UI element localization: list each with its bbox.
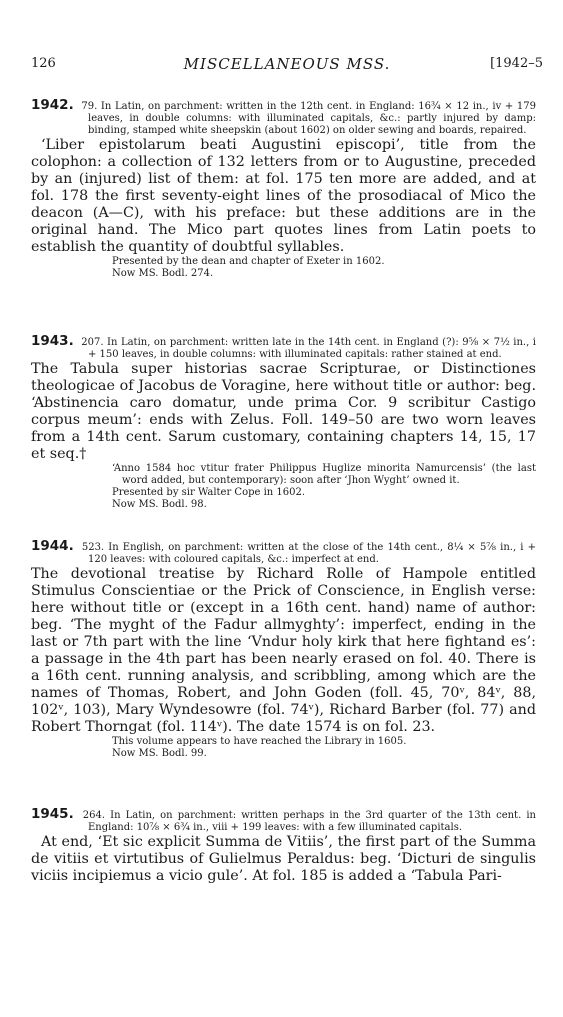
running-title: MISCELLANEOUS MSS. bbox=[183, 55, 391, 73]
entry-body: The devotional treatise by Richard Rolle of Hampole entitled Stimulus Conscientiae or the Prick of Conscience, in English verse: here without title or (except in a 16th cent. hand) name of author: beg. ‘The myght of the Fadur allmyghty’: imperfect, ending in the last or 7th part with the line ‘Vndur holy kirk that here fightand es’: a passage in the 4th part has been nearly erased on fol. 40. There is a 16th cent. running analysis, and scribbling, among which are the names of Thomas, Robert, and John Goden (foll. 45, 70ᵛ, 84ᵛ, 88, 102ᵛ, 103), Mary Wyndesowre (fol. 74ᵛ), Richard Barber (fol. 77) and Robert Thorngat (fol. 114ᵛ). The date 1574 is on fol. 23. bbox=[31, 566, 536, 735]
catalogue-entry-1943 bbox=[31, 335, 536, 511]
catalogue-entry-1944 bbox=[31, 540, 536, 760]
entry-body: The Tabula super historias sacrae Scripturae, or Distinctiones theologicae of Jacobus de Voragine, here without title or author: beg. ‘Abstinencia caro domatur, unde prima Cor. 9 scribitur Castigo corpus meum’: ends with Zelus. Foll. 149–50 are two worn leaves from a 14th cent. Sarum customary, containing chapters 14, 15, 17 et seq.† bbox=[31, 361, 536, 462]
entry-description bbox=[31, 99, 536, 137]
entry-shelfmark: 207. bbox=[81, 337, 104, 348]
entry-description bbox=[31, 808, 536, 834]
entry-provenance: Presented by sir Walter Cope in 1602. bbox=[112, 487, 306, 498]
entry-description-text: In Latin, on parchment: written perhaps in the 3rd quarter of the 13th cent. in England: 10⅞ × 6¾ in., viii + 199 leaves: with a few illuminated capitals. bbox=[88, 810, 536, 833]
entry-body: At end, ‘Et sic explicit Summa de Vitiis’, the first part of the Summa de vitiis et virtutibus of Gulielmus Peraldus: beg. ‘Dicturi de singulis viciis incipiemus a vicio gule’. At fol. 185 is added a ‘Tabula Pari- bbox=[31, 834, 536, 884]
entry-number: 1943. bbox=[31, 333, 74, 349]
entry-range: [1942–5 bbox=[490, 56, 543, 71]
entry-body: ‘Liber epistolarum beati Augustini episcopi’, title from the colophon: a collection of 132 letters from or to Augustine, preceded by an (injured) list of them: at fol. 175 ten more are added, and at fol. 178 the first seventy-eight lines of the prosodiacal of Mico the deacon (A—C), with his preface: but these additions are in the original hand. The Mico part quotes lines from Latin poets to establish the quantity of doubtful syllables. bbox=[31, 137, 536, 255]
entry-provenance: This volume appears to have reached the Library in 1605. bbox=[112, 736, 407, 747]
entry-current-shelfmark: Now MS. Bodl. 274. bbox=[112, 268, 214, 279]
entry-shelfmark: 523. bbox=[81, 542, 105, 553]
entry-description-text: In English, on parchment: written at the close of the 14th cent., 8¼ × 5⅞ in., i + 120 leaves: with coloured capitals, &c.: imperfect at end. bbox=[88, 542, 536, 565]
entry-description-text: In Latin, on parchment: written in the 12th cent. in England: 16¾ × 12 in., iv + 179 leaves, in double columns: with illuminated capitals, &c.: partly injured by damp: binding, stamped white sheepskin (about 1602) on older sewing and boards, repaired. bbox=[88, 101, 536, 136]
page-number: 126 bbox=[31, 56, 56, 71]
entry-shelfmark: 264. bbox=[82, 810, 106, 821]
entry-number: 1942. bbox=[31, 97, 74, 113]
entry-description bbox=[31, 335, 536, 361]
entry-ownership-note: ‘Anno 1584 hoc vtitur frater Philippus Huglize minorita Namurcensis’ (the last word added, but contemporary): soon after ‘Jhon Wyght’ owned it. bbox=[112, 463, 536, 486]
entry-shelfmark: 79. bbox=[81, 101, 98, 112]
catalogue-entry-1945 bbox=[31, 808, 536, 885]
catalogue-entry-1942 bbox=[31, 99, 536, 280]
entry-current-shelfmark: Now MS. Bodl. 99. bbox=[112, 748, 207, 759]
entry-description-text: In Latin, on parchment: written late in the 14th cent. in England (?): 9⅝ × 7½ in., i + 150 leaves, in double columns: with illuminated capitals: rather stained at end. bbox=[88, 337, 536, 360]
entry-number: 1944. bbox=[31, 538, 74, 554]
entry-description bbox=[31, 540, 536, 566]
entry-provenance: Presented by the dean and chapter of Exeter in 1602. bbox=[112, 256, 385, 267]
entry-current-shelfmark: Now MS. Bodl. 98. bbox=[112, 499, 207, 510]
entry-number: 1945. bbox=[31, 806, 74, 822]
page-header bbox=[31, 56, 543, 76]
